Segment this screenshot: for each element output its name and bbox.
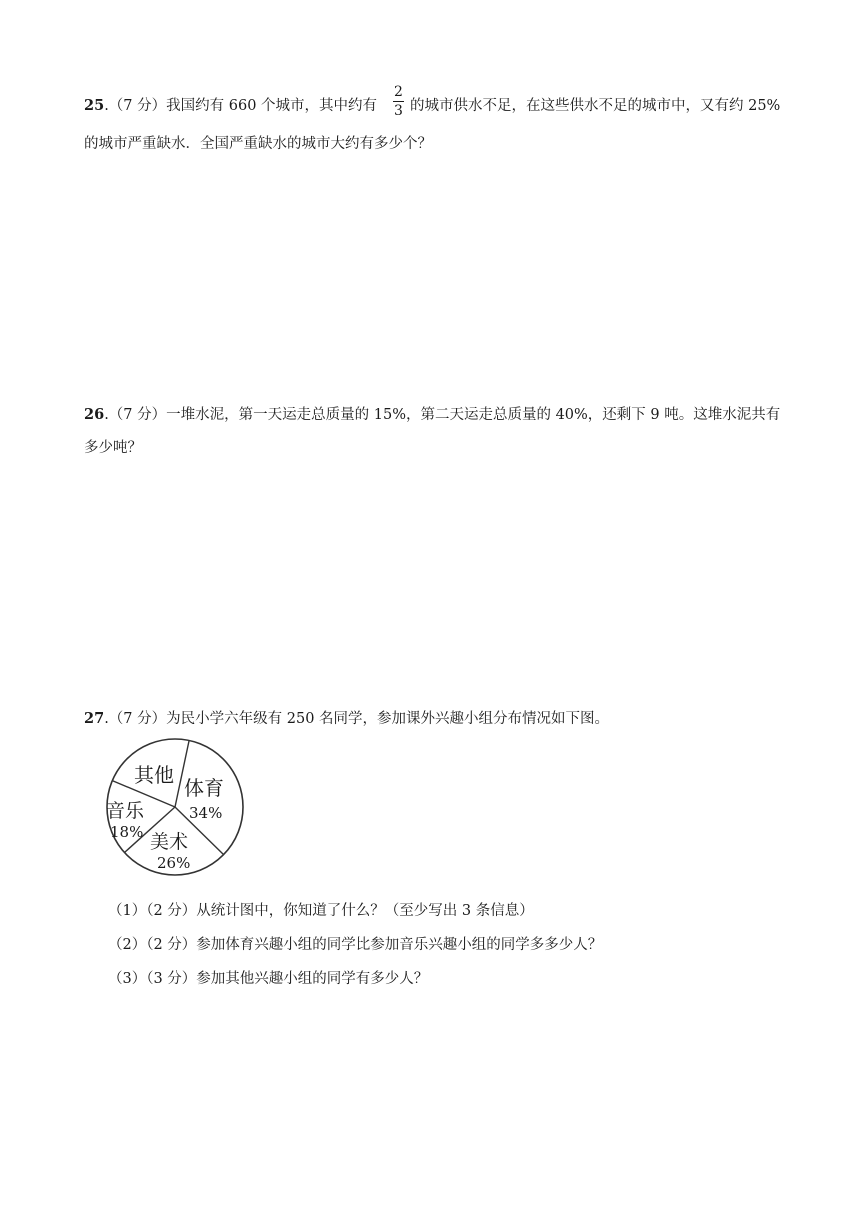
subquestion-3: （3）（3 分）参加其他兴趣小组的同学有多少人？ — [108, 971, 429, 987]
question-number: 27 — [84, 710, 105, 727]
subquestion-1: （1）（2 分）从统计图中，你知道了什么？（至少写出 3 条信息） — [108, 903, 534, 919]
question-25: 25.（7 分）我国约有 660 个城市，其中约有 — [84, 97, 378, 114]
question-26: 26.（7 分）一堆水泥，第一天运走总质量的 15%，第二天运走总质量的 40%，还剩下 9 吨。这堆水泥共有 — [84, 406, 781, 423]
slice-label-sport: 体育 — [184, 776, 224, 800]
slice-value-music: 18% — [110, 823, 144, 841]
question-text: 的城市供水不足，在这些供水不足的城市中，又有约 25% — [410, 98, 781, 114]
slice-value-sport: 34% — [189, 804, 223, 822]
pie-chart — [102, 737, 252, 877]
slice-label-art: 美术 — [150, 831, 189, 853]
slice-label-other: 其他 — [134, 763, 174, 787]
question-27: 27.（7 分）为民小学六年级有 250 名同学，参加课外兴趣小组分布情况如下图。 — [84, 710, 610, 727]
question-25-cont — [410, 96, 780, 116]
question-text: 的城市严重缺水．全国严重缺水的城市大约有多少个？ — [84, 136, 432, 152]
question-text: （7 分）一堆水泥，第一天运走总质量的 15%，第二天运走总质量的 40%，还剩下 9 吨。这堆水泥共有 — [108, 407, 781, 423]
question-text: （7 分）为民小学六年级有 250 名同学，参加课外兴趣小组分布情况如下图。 — [108, 711, 610, 727]
question-number: 26 — [84, 406, 105, 423]
subquestion-2: （2）（2 分）参加体育兴趣小组的同学比参加音乐兴趣小组的同学多多少人？ — [108, 937, 603, 953]
question-text: 多少吨？ — [84, 440, 142, 456]
slice-value-art: 26% — [157, 854, 191, 872]
fraction-numerator: 2 — [394, 84, 403, 100]
slice-label-music: 音乐 — [106, 800, 145, 822]
question-text: （7 分）我国约有 660 个城市，其中约有 — [108, 98, 378, 114]
fraction-two-thirds — [393, 84, 404, 119]
question-26-line2 — [84, 438, 142, 458]
question-number: 25 — [84, 97, 105, 114]
question-25-line2 — [84, 134, 432, 154]
fraction-denominator: 3 — [394, 103, 403, 119]
